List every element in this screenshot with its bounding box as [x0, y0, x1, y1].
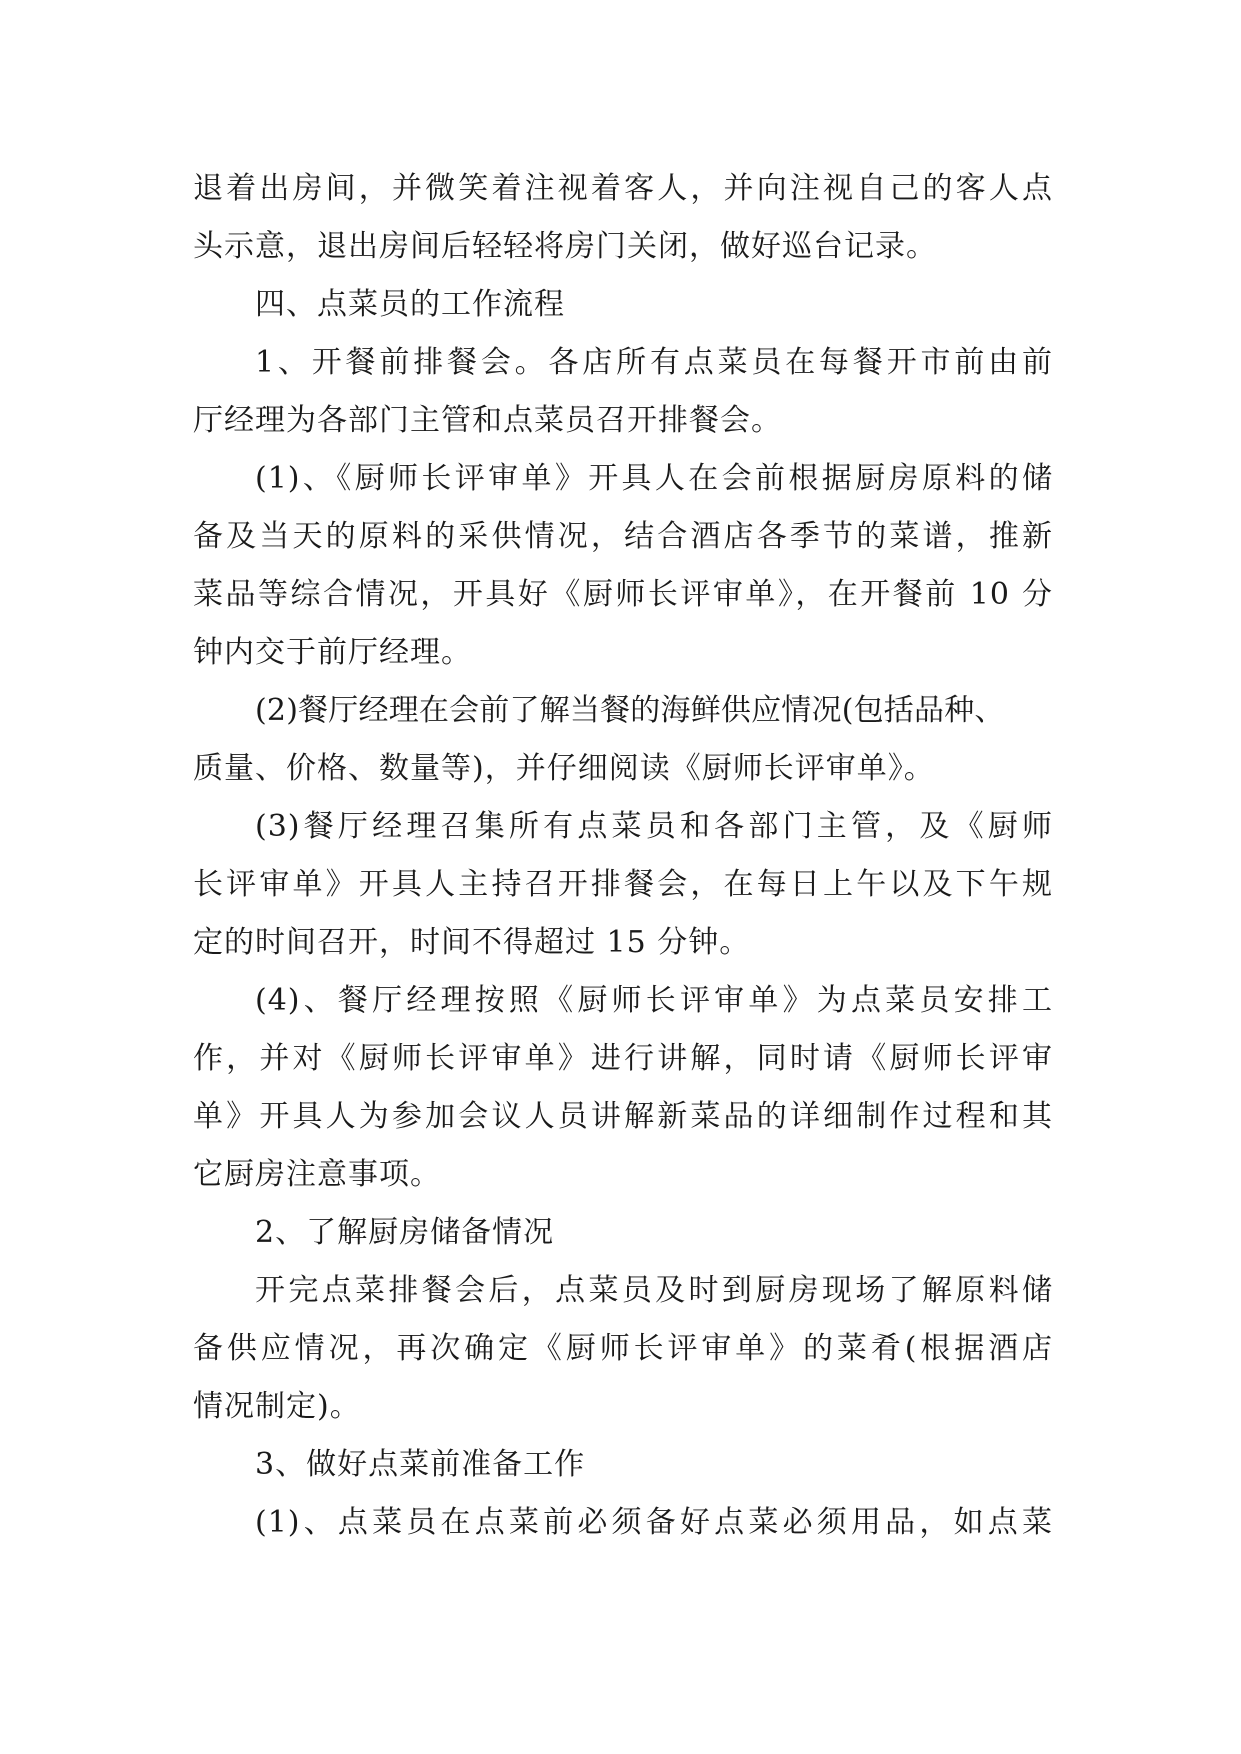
text-line: (1)、《厨师长评审单》开具人在会前根据厨房原料的储	[255, 461, 1053, 496]
text-line: (3)餐厅经理召集所有点菜员和各部门主管，及《厨师	[255, 809, 1053, 844]
text-line: 备及当天的原料的采供情况，结合酒店各季节的菜谱，推新	[193, 519, 1053, 554]
text-line: 定的时间召开，时间不得超过 15 分钟。	[193, 925, 751, 960]
text-line: (4)、餐厅经理按照《厨师长评审单》为点菜员安排工	[255, 983, 1053, 1018]
text-line: 作，并对《厨师长评审单》进行讲解，同时请《厨师长评审	[193, 1041, 1053, 1076]
text-line: 退着出房间，并微笑着注视着客人，并向注视自己的客人点	[193, 171, 1053, 206]
text-line: 长评审单》开具人主持召开排餐会，在每日上午以及下午规	[193, 867, 1053, 902]
text-line: (1)、点菜员在点菜前必须备好点菜必须用品，如点菜	[255, 1505, 1053, 1540]
text-line: 1、开餐前排餐会。各店所有点菜员在每餐开市前由前	[255, 345, 1053, 380]
text-line: 单》开具人为参加会议人员讲解新菜品的详细制作过程和其	[193, 1099, 1053, 1134]
text-line: 开完点菜排餐会后，点菜员及时到厨房现场了解原料储	[255, 1273, 1053, 1308]
text-line: 菜品等综合情况，开具好《厨师长评审单》，在开餐前 10 分	[193, 577, 1053, 612]
text-line: 厅经理为各部门主管和点菜员召开排餐会。	[193, 403, 782, 438]
text-line: (2)餐厅经理在会前了解当餐的海鲜供应情况(包括品种、	[255, 693, 1005, 728]
text-line: 备供应情况，再次确定《厨师长评审单》的菜肴(根据酒店	[193, 1331, 1053, 1366]
text-line: 钟内交于前厅经理。	[193, 635, 472, 670]
text-line: 它厨房注意事项。	[193, 1157, 441, 1192]
text-line: 2、了解厨房储备情况	[255, 1215, 555, 1250]
text-line: 头示意，退出房间后轻轻将房门关闭，做好巡台记录。	[193, 229, 937, 264]
text-line: 质量、价格、数量等)，并仔细阅读《厨师长评审单》。	[193, 751, 935, 786]
text-line: 情况制定)。	[193, 1389, 361, 1424]
text-line: 四、点菜员的工作流程	[255, 287, 565, 322]
document-body	[193, 160, 1053, 1552]
text-line: 3、做好点菜前准备工作	[255, 1447, 586, 1482]
